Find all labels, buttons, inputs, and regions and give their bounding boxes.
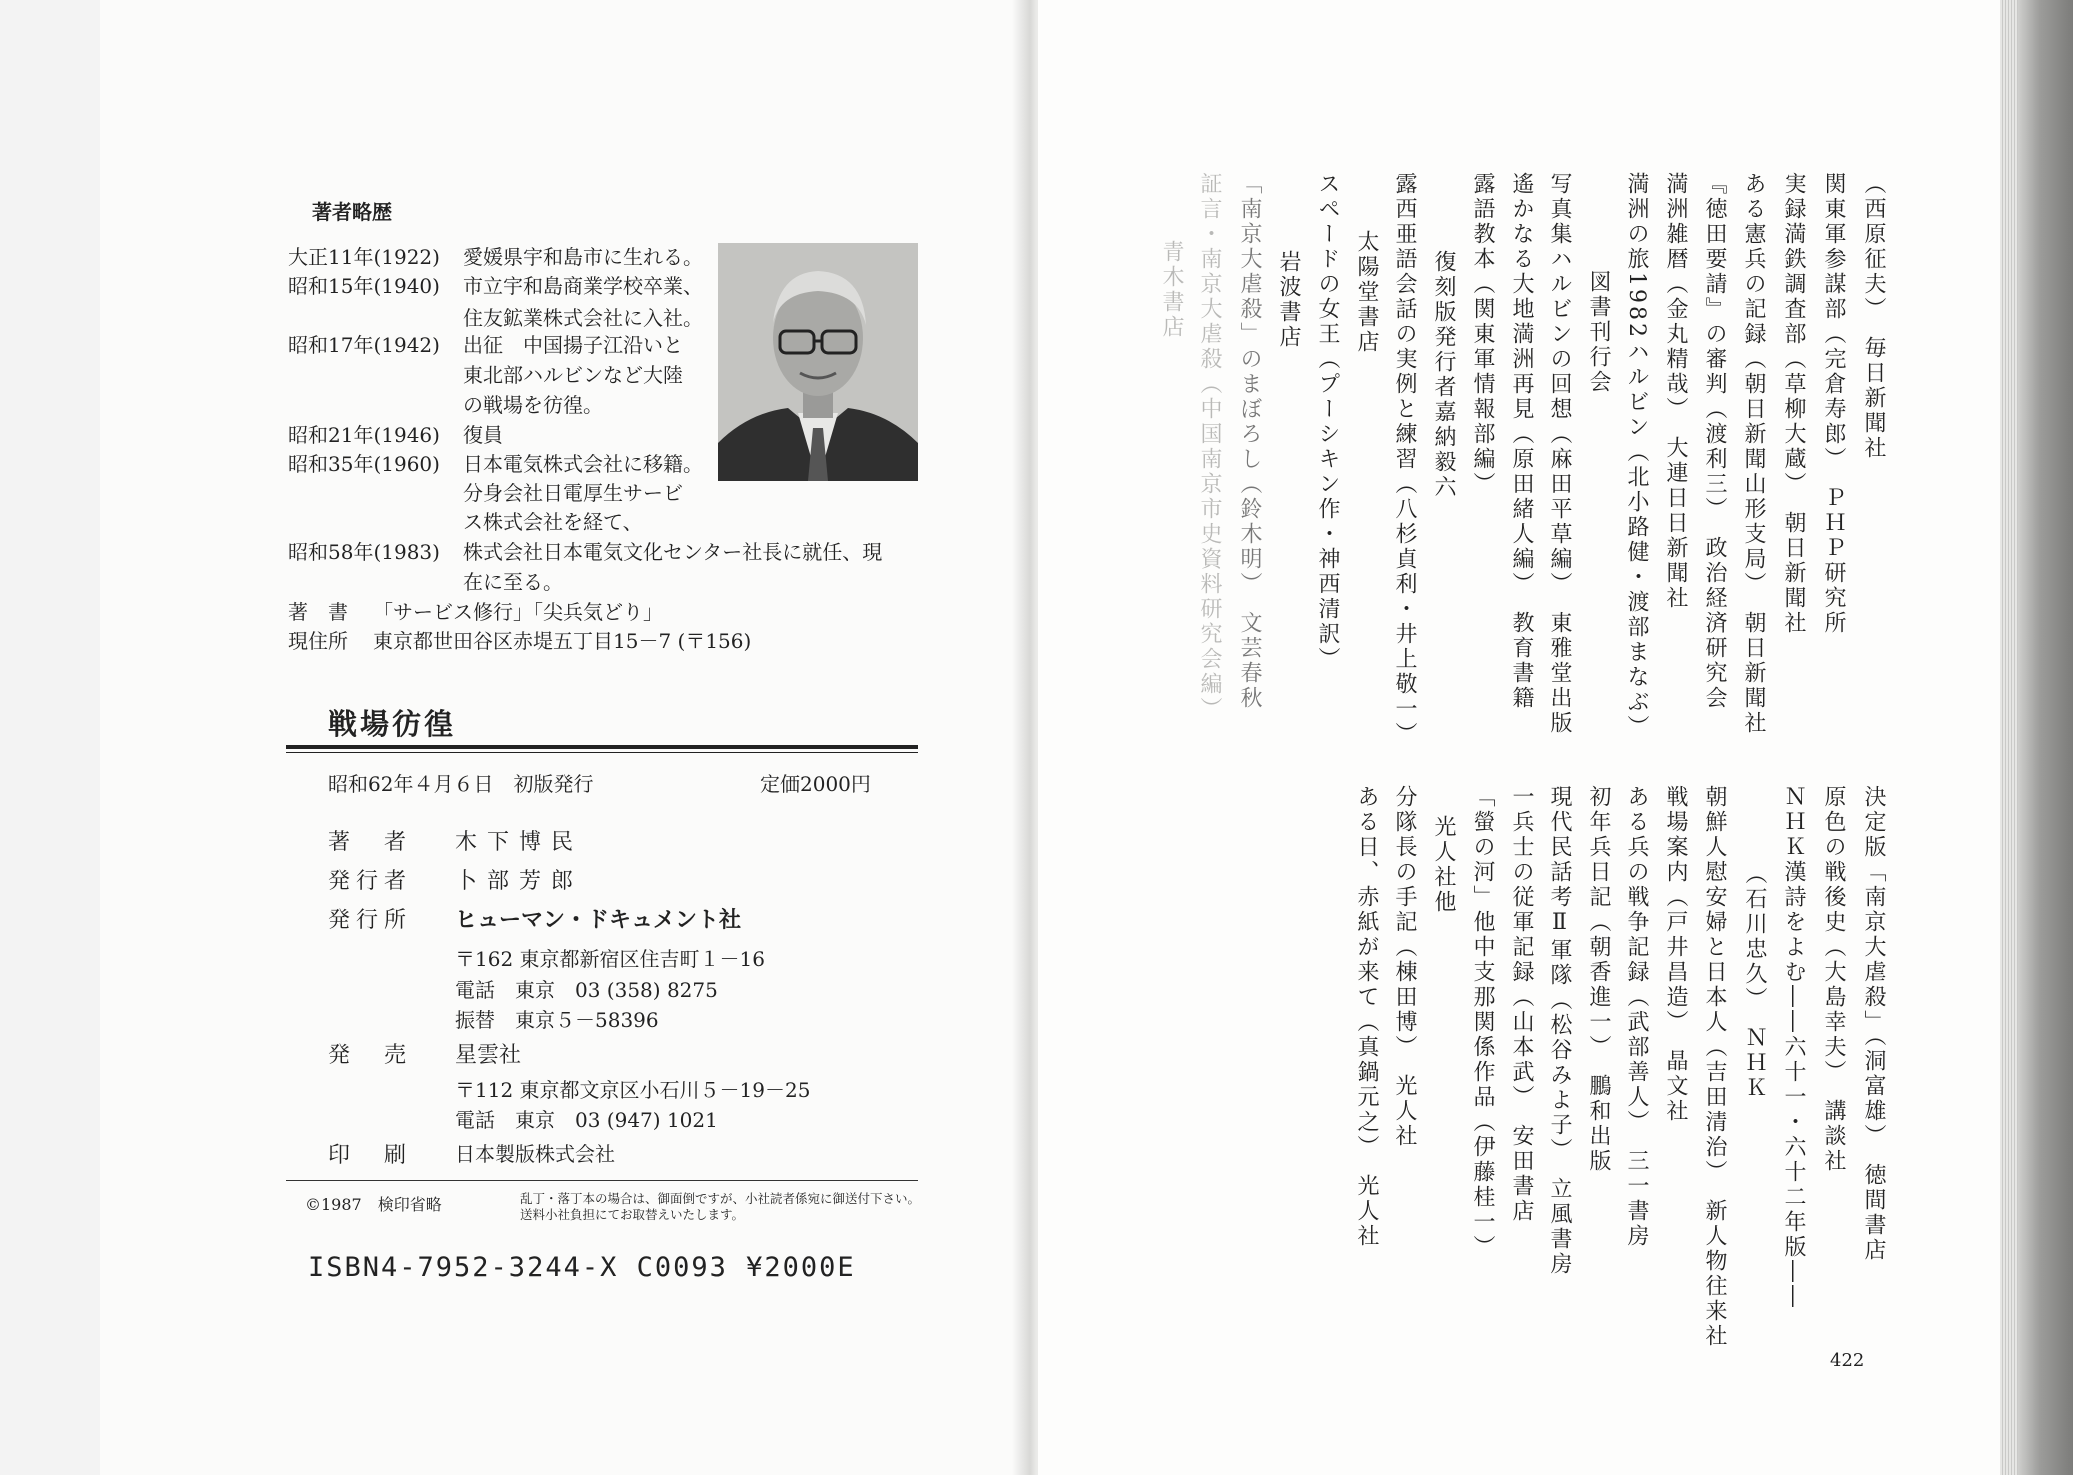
bib-entry: ある兵の戦争記録（武部善人） 三一書房 bbox=[1624, 785, 1649, 1249]
bio-row bbox=[288, 538, 882, 567]
author-label: 著 者 bbox=[328, 830, 413, 855]
bio-year: 昭和15年(1940) bbox=[288, 274, 440, 298]
issuer-name: 卜部芳郎 bbox=[455, 869, 584, 894]
bib-entry: ある憲兵の記録（朝日新聞山形支局） 朝日新聞社 bbox=[1741, 172, 1766, 736]
publisher-name: ヒューマン・ドキュメント社 bbox=[455, 907, 742, 933]
seller-postal: 〒112 東京都文京区小石川５－19－25 bbox=[455, 1078, 811, 1102]
bio-year: 昭和17年(1942) bbox=[288, 333, 440, 357]
bib-entry: ある日、赤紙が来て（真鍋元之） 光人社 bbox=[1354, 785, 1379, 1249]
bib-entry: 「螢の河」他中支那関係作品（伊藤桂一） bbox=[1470, 785, 1495, 1260]
bib-entry: 図書刊行会 bbox=[1586, 270, 1611, 395]
bib-entry: 岩波書店 bbox=[1276, 250, 1301, 350]
author-name: 木下博民 bbox=[455, 830, 584, 855]
bib-entry: 露西亜語会話の実例と練習（八杉貞利・井上敬一） bbox=[1392, 172, 1417, 747]
bio-row bbox=[288, 450, 703, 479]
bib-entry: 青木書店 bbox=[1159, 240, 1184, 340]
bib-entry: 初年兵日記（朝香進一） 鵬和出版 bbox=[1586, 785, 1611, 1174]
bio-text: 株式会社日本電気文化センター社長に就任、現 bbox=[463, 540, 883, 564]
printer-name: 日本製版株式会社 bbox=[455, 1142, 615, 1166]
bib-entry: （石川忠久） ＮＨＫ bbox=[1742, 862, 1767, 1101]
bio-year: 昭和58年(1983) bbox=[288, 540, 440, 564]
cover-edge bbox=[2018, 0, 2073, 1475]
bib-entry: 光人社他 bbox=[1431, 815, 1456, 915]
bio-text: 復員 bbox=[463, 423, 503, 447]
address-label: 現住所 bbox=[288, 629, 348, 653]
publisher-phone: 電話 東京 03 (358) 8275 bbox=[455, 978, 718, 1002]
printer-label: 印 刷 bbox=[328, 1143, 413, 1168]
bib-entry: 原色の戦後史（大島幸夫） 講談社 bbox=[1821, 785, 1846, 1174]
issuer-label: 発行者 bbox=[328, 869, 413, 894]
bio-row bbox=[288, 331, 683, 360]
books-value: 「サービス修行」「尖兵気どり」 bbox=[373, 600, 663, 624]
address-value: 東京都世田谷区赤堤五丁目15－7 (〒156) bbox=[373, 629, 752, 653]
bio-text: 出征 中国揚子江沿いと bbox=[463, 333, 683, 357]
seller-label: 発 売 bbox=[328, 1043, 413, 1068]
bio-year: 大正11年(1922) bbox=[288, 245, 440, 269]
publisher-label: 発行所 bbox=[328, 908, 413, 933]
bio-text: 分身会社日電厚生サービ bbox=[463, 481, 683, 505]
bib-entry: 現代民話考Ⅱ軍隊（松谷みよ子） 立風書房 bbox=[1547, 785, 1572, 1277]
bio-text: 愛媛県宇和島市に生れる。 bbox=[463, 245, 703, 269]
bio-row bbox=[288, 272, 703, 301]
bib-entry: 『徳田要請』の審判（渡利三） 政治経済研究会 bbox=[1702, 172, 1727, 711]
title-rule-thin bbox=[286, 752, 918, 753]
bio-text: 東北部ハルビンなど大陸 bbox=[463, 363, 683, 387]
bio-heading: 著者略歴 bbox=[312, 200, 392, 224]
seller-name: 星雲社 bbox=[455, 1043, 522, 1068]
bib-entry: 決定版「南京大虐殺」（洞富雄） 徳間書店 bbox=[1861, 785, 1886, 1263]
bib-entry: 実録満鉄調査部（草柳大蔵） 朝日新聞社 bbox=[1781, 172, 1806, 636]
bio-year: 昭和21年(1946) bbox=[288, 423, 440, 447]
bib-entry: 満洲の旅1982ハルビン（北小路健・渡部まなぶ） bbox=[1624, 172, 1649, 740]
bio-text: 在に至る。 bbox=[463, 570, 563, 594]
bib-entry: 関東軍参謀部（完倉寿郎） ＰＨＰ研究所 bbox=[1821, 172, 1846, 636]
bottom-rule bbox=[286, 1180, 918, 1181]
copyright: ©1987 検印省略 bbox=[305, 1195, 442, 1214]
bio-text: の戦場を彷徨。 bbox=[463, 393, 603, 417]
publish-date: 昭和62年４月６日 初版発行 bbox=[328, 772, 594, 796]
bib-entry: 戦場案内（戸井昌造） 晶文社 bbox=[1663, 785, 1688, 1124]
bib-entry: 分隊長の手記（棟田博） 光人社 bbox=[1392, 785, 1417, 1149]
page-number: 422 bbox=[1830, 1350, 1865, 1371]
bio-row bbox=[288, 421, 503, 450]
author-portrait bbox=[718, 243, 918, 481]
bib-entry: 太陽堂書店 bbox=[1354, 230, 1379, 355]
bib-entry: 朝鮮人慰安婦と日本人（吉田清治） 新人物往来社 bbox=[1702, 785, 1727, 1349]
bio-text: 住友鉱業株式会社に入社。 bbox=[463, 306, 703, 330]
isbn: ISBN4-7952-3244-X C0093 ¥2000E bbox=[308, 1252, 856, 1283]
title-rule bbox=[286, 745, 918, 749]
bio-year: 昭和35年(1960) bbox=[288, 452, 440, 476]
bib-entry: 「南京大虐殺」のまぼろし（鈴木明） 文芸春秋 bbox=[1237, 172, 1262, 711]
bio-text: 市立宇和島商業学校卒業、 bbox=[463, 274, 703, 298]
bib-entry: 一兵士の従軍記録（山本武） 安田書店 bbox=[1509, 785, 1534, 1224]
bib-entry: 露語教本（関東軍情報部編） bbox=[1470, 172, 1495, 497]
publisher-postal: 〒162 東京都新宿区住吉町１－16 bbox=[455, 947, 765, 971]
bib-entry: スペードの女王（プーシキン作・神西清訳） bbox=[1315, 172, 1340, 672]
price: 定価2000円 bbox=[760, 772, 871, 796]
bib-entry: 復刻版発行者嘉納毅六 bbox=[1431, 250, 1456, 500]
address-row bbox=[288, 627, 751, 656]
book-title: 戦場彷徨 bbox=[328, 707, 457, 741]
bio-text: 日本電気株式会社に移籍。 bbox=[463, 452, 703, 476]
books-row bbox=[288, 598, 663, 627]
bib-entry: 証言・南京大虐殺（中国南京市史資料研究会編） bbox=[1197, 172, 1222, 722]
bib-entry: 満洲雑暦（金丸精哉） 大連日日新聞社 bbox=[1663, 172, 1688, 611]
bib-entry: （西原征夫） 毎日新聞社 bbox=[1861, 172, 1886, 461]
bib-entry: 写真集ハルビンの回想（麻田平草編） 東雅堂出版 bbox=[1547, 172, 1572, 736]
page-edges bbox=[2000, 0, 2018, 1475]
replacement-notice: 乱丁・落丁本の場合は、御面倒ですが、小社読者係宛に御送付下さい。送料小社負担にてお取替えいたします。 bbox=[520, 1191, 921, 1222]
bib-entry: 遙かなる大地満洲再見（原田緒人編） 教育書籍 bbox=[1509, 172, 1534, 711]
seller-phone: 電話 東京 03 (947) 1021 bbox=[455, 1108, 718, 1132]
publisher-transfer: 振替 東京５－58396 bbox=[455, 1008, 659, 1032]
bio-text: ス株式会社を経て、 bbox=[463, 510, 643, 534]
bib-entry: ＮＨＫ漢詩をよむ――六十一・六十二年版―― bbox=[1781, 785, 1806, 1310]
books-label: 著 書 bbox=[288, 600, 348, 624]
bio-row bbox=[288, 243, 703, 272]
